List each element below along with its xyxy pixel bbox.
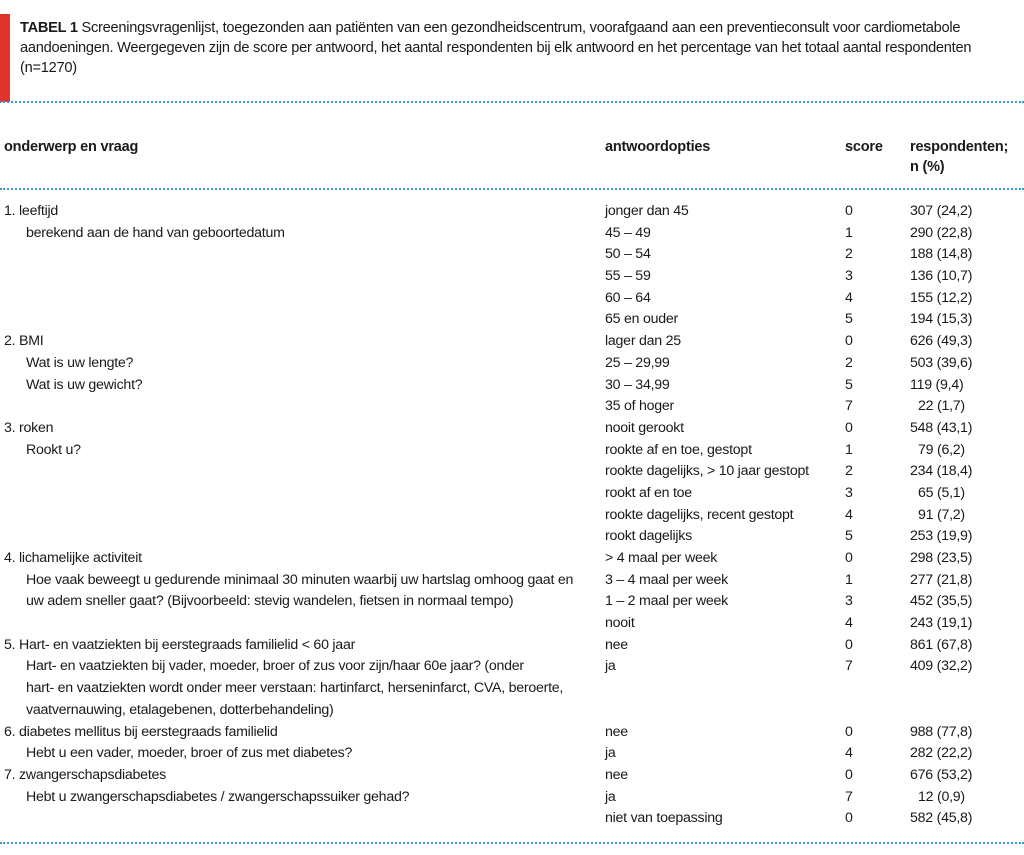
question-cell: hart- en vaatziekten wordt onder meer verstaan: hartinfarct, herseninfarct, CVA, beroerte, — [26, 680, 564, 697]
caption-body: Screeningsvragenlijst, toegezonden aan patiënten van een gezondheidscentrum, voorafgaand aan een preventieconsult voor cardiometabole aandoeningen. Weergegeven zijn de score per antwoord, het aantal respondenten bij elk antwoord en het percentage van het totaal aantal respondenten (n=1270) — [20, 20, 972, 76]
score-cell: 4 — [845, 289, 853, 306]
score-cell: 3 — [845, 268, 853, 285]
score-cell: 0 — [845, 766, 853, 783]
question-cell: 6. diabetes mellitus bij eerstegraads familielid — [4, 723, 278, 740]
score-cell: 0 — [845, 636, 853, 653]
score-cell: 1 — [845, 571, 853, 588]
respondents-cell: 155 (12,2) — [910, 289, 973, 306]
option-cell: lager dan 25 — [605, 333, 681, 350]
table-row — [0, 526, 1024, 548]
table-row — [0, 591, 1024, 613]
option-cell: 50 – 54 — [605, 246, 651, 263]
score-cell: 4 — [845, 745, 853, 762]
question-cell: berekend aan de hand van geboortedatum — [26, 224, 285, 241]
table-row — [0, 548, 1024, 570]
caption-accent-bar — [0, 14, 10, 102]
respondents-cell: 626 (49,3) — [910, 333, 973, 350]
question-cell: Wat is uw lengte? — [26, 354, 134, 371]
table-row — [0, 244, 1024, 266]
respondents-cell: 277 (21,8) — [910, 571, 973, 588]
score-cell: 4 — [845, 615, 853, 632]
question-cell: uw adem sneller gaat? (Bijvoorbeeld: stevig wandelen, fietsen in normaal tempo) — [26, 593, 514, 610]
option-cell: nooit — [605, 615, 635, 632]
respondents-cell: 676 (53,2) — [910, 766, 973, 783]
respondents-cell: 282 (22,2) — [910, 745, 973, 762]
table-caption — [0, 14, 1010, 104]
table-row — [0, 505, 1024, 527]
score-cell: 0 — [845, 550, 853, 566]
question-cell: Hart- en vaatziekten bij vader, moeder, broer of zus voor zijn/haar 60e jaar? (onder — [26, 658, 524, 675]
score-cell: 7 — [845, 398, 853, 415]
table-row — [0, 635, 1024, 657]
respondents-cell: 582 (45,8) — [910, 810, 973, 827]
respondents-cell: 988 (77,8) — [910, 723, 973, 740]
question-cell: Wat is uw gewicht? — [26, 376, 143, 393]
respondents-cell: 79 (6,2) — [918, 441, 965, 458]
header-respondents — [910, 137, 1008, 177]
respondents-cell: 243 (19,1) — [910, 615, 973, 632]
respondents-cell: 409 (32,2) — [910, 658, 973, 675]
respondents-cell: 452 (35,5) — [910, 593, 973, 610]
score-cell: 7 — [845, 658, 853, 675]
option-cell: 3 – 4 maal per week — [605, 571, 729, 588]
option-cell: rookt dagelijks — [605, 528, 692, 545]
option-cell: nee — [605, 723, 628, 740]
score-cell: 0 — [845, 203, 853, 219]
score-cell: 1 — [845, 441, 853, 458]
respondents-cell: 503 (39,6) — [910, 354, 973, 371]
score-cell: 7 — [845, 788, 853, 805]
question-cell: 3. roken — [4, 419, 54, 436]
header-options: antwoordopties — [605, 139, 711, 155]
table-row — [0, 700, 1024, 722]
option-cell: rookte dagelijks, > 10 jaar gestopt — [605, 463, 809, 480]
header-question: onderwerp en vraag — [4, 139, 139, 155]
score-cell: 5 — [845, 528, 853, 545]
respondents-cell: 253 (19,9) — [910, 528, 973, 545]
score-cell: 4 — [845, 506, 853, 523]
table-row — [0, 722, 1024, 744]
score-cell: 1 — [845, 224, 853, 241]
option-cell: ja — [605, 745, 616, 762]
table-row — [0, 201, 1024, 223]
respondents-cell: 861 (67,8) — [910, 636, 973, 653]
table-row — [0, 461, 1024, 483]
option-cell: 65 en ouder — [605, 311, 678, 328]
option-cell: ja — [605, 788, 616, 805]
question-cell: Hebt u een vader, moeder, broer of zus met diabetes? — [26, 745, 353, 762]
option-cell: ja — [605, 658, 616, 675]
respondents-cell: 136 (10,7) — [910, 268, 973, 285]
question-cell: 7. zwangerschapsdiabetes — [4, 766, 166, 783]
score-cell: 5 — [845, 311, 853, 328]
option-cell: 45 – 49 — [605, 224, 651, 241]
table-row — [0, 309, 1024, 331]
respondents-cell: 91 (7,2) — [918, 506, 965, 523]
score-cell: 5 — [845, 376, 853, 393]
caption-divider — [0, 101, 1024, 103]
caption-text-block — [20, 18, 1010, 78]
respondents-cell: 234 (18,4) — [910, 463, 973, 480]
respondents-cell: 298 (23,5) — [910, 550, 973, 566]
table-row — [0, 656, 1024, 678]
score-cell: 2 — [845, 463, 853, 480]
respondents-cell: 119 (9,4) — [910, 376, 964, 393]
respondents-cell: 22 (1,7) — [918, 398, 965, 415]
question-cell: Rookt u? — [26, 441, 81, 458]
option-cell: > 4 maal per week — [605, 550, 718, 566]
score-cell: 0 — [845, 419, 853, 436]
table-row — [0, 223, 1024, 245]
header-respondents-line1: respondenten; — [910, 139, 1009, 155]
header-score: score — [845, 139, 883, 155]
table-row — [0, 375, 1024, 397]
score-cell: 2 — [845, 354, 853, 371]
score-cell: 0 — [845, 723, 853, 740]
option-cell: rookt af en toe — [605, 484, 692, 501]
table-row — [0, 266, 1024, 288]
table-body — [0, 201, 1024, 830]
table-row — [0, 765, 1024, 787]
table-row — [0, 570, 1024, 592]
score-cell: 3 — [845, 484, 853, 501]
option-cell: nee — [605, 636, 628, 653]
table-row — [0, 396, 1024, 418]
question-cell: 4. lichamelijke activiteit — [4, 550, 142, 566]
table-row — [0, 483, 1024, 505]
table-row — [0, 808, 1024, 830]
option-cell: rookte dagelijks, recent gestopt — [605, 506, 794, 523]
respondents-cell: 307 (24,2) — [910, 203, 973, 219]
option-cell: nooit gerookt — [605, 419, 684, 436]
header-divider — [0, 188, 1024, 190]
respondents-cell: 188 (14,8) — [910, 246, 973, 263]
score-cell: 3 — [845, 593, 853, 610]
respondents-cell: 12 (0,9) — [918, 788, 965, 805]
option-cell: 35 of hoger — [605, 398, 675, 415]
caption-label: TABEL 1 — [20, 20, 78, 36]
table-row — [0, 613, 1024, 635]
header-respondents-line2: n (%) — [910, 159, 945, 175]
score-cell: 0 — [845, 333, 853, 350]
option-cell: 55 – 59 — [605, 268, 651, 285]
question-cell: 5. Hart- en vaatziekten bij eerstegraads familielid < 60 jaar — [4, 636, 356, 653]
table-row — [0, 288, 1024, 310]
question-cell: Hoe vaak beweegt u gedurende minimaal 30 minuten waarbij uw hartslag omhoog gaat en — [26, 571, 574, 588]
option-cell: 1 – 2 maal per week — [605, 593, 729, 610]
option-cell: nee — [605, 766, 628, 783]
table-bottom-divider — [0, 842, 1024, 844]
score-cell: 2 — [845, 246, 853, 263]
question-cell: vaatvernauwing, etalagebenen, dotterbehandeling) — [26, 701, 334, 718]
option-cell: 60 – 64 — [605, 289, 651, 306]
question-cell: Hebt u zwangerschapsdiabetes / zwangerschapssuiker gehad? — [26, 788, 410, 805]
table-row — [0, 440, 1024, 462]
table-row — [0, 787, 1024, 809]
respondents-cell: 290 (22,8) — [910, 224, 973, 241]
question-cell: 2. BMI — [4, 333, 44, 350]
table-row — [0, 331, 1024, 353]
question-cell: 1. leeftijd — [4, 203, 59, 219]
option-cell: rookte af en toe, gestopt — [605, 441, 752, 458]
respondents-cell: 194 (15,3) — [910, 311, 973, 328]
option-cell: jonger dan 45 — [605, 203, 689, 219]
table-row — [0, 418, 1024, 440]
table-row — [0, 678, 1024, 700]
option-cell: 30 – 34,99 — [605, 376, 670, 393]
respondents-cell: 548 (43,1) — [910, 419, 973, 436]
table-row — [0, 743, 1024, 765]
option-cell: 25 – 29,99 — [605, 354, 670, 371]
option-cell: niet van toepassing — [605, 810, 723, 827]
score-cell: 0 — [845, 810, 853, 827]
respondents-cell: 65 (5,1) — [918, 484, 965, 501]
table-row — [0, 353, 1024, 375]
